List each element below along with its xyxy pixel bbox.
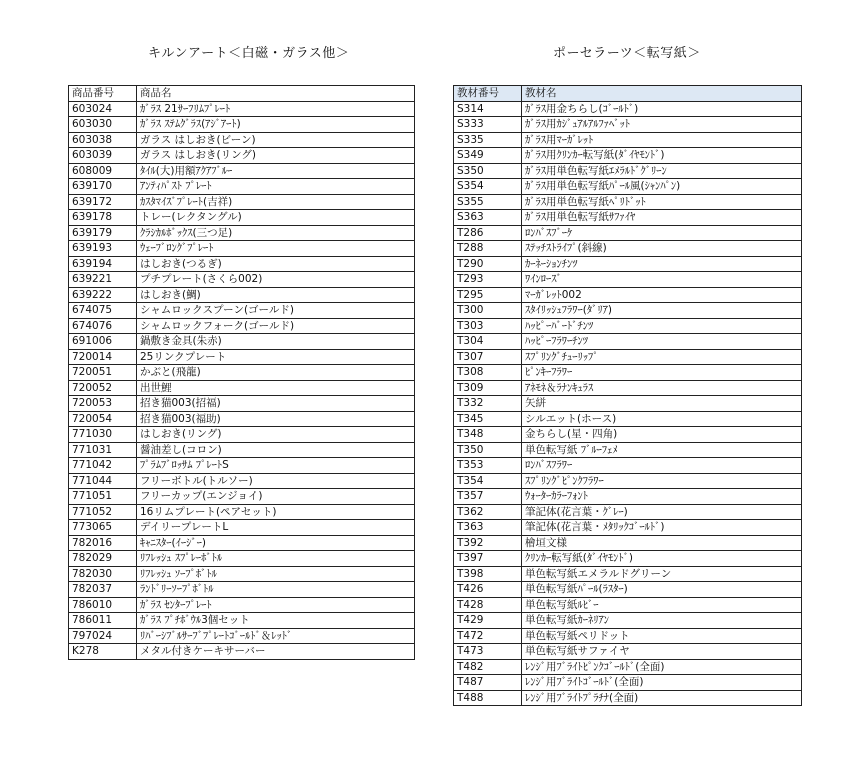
table-row	[454, 690, 802, 706]
table-row	[69, 597, 415, 613]
item-number-cell: 786010	[69, 597, 137, 613]
item-name-cell: ｶﾞﾗｽ ｽﾃﾑｸﾞﾗｽ(ｱｼﾞｱｰﾄ)	[137, 117, 415, 133]
table-row	[69, 241, 415, 257]
item-number-cell: T304	[454, 334, 522, 350]
table-row	[454, 179, 802, 195]
item-number-cell: 786011	[69, 613, 137, 629]
table-row	[69, 334, 415, 350]
item-number-cell: T308	[454, 365, 522, 381]
table-row	[454, 349, 802, 365]
table-row	[69, 504, 415, 520]
item-name-cell: 単色転写紙ｶｰﾈﾘｱﾝ	[522, 613, 802, 629]
table-row	[454, 365, 802, 381]
item-number-cell: 639221	[69, 272, 137, 288]
item-name-cell: はしおき(つるぎ)	[137, 256, 415, 272]
item-number-cell: T286	[454, 225, 522, 241]
table-row	[69, 210, 415, 226]
table-row	[69, 427, 415, 443]
item-name-cell: ﾚﾝｼﾞ用ﾌﾞﾗｲﾄﾋﾟﾝｸｺﾞｰﾙﾄﾞ(全面)	[522, 659, 802, 675]
item-number-cell: S335	[454, 132, 522, 148]
table-row	[69, 644, 415, 660]
table-row	[454, 132, 802, 148]
table-row	[69, 101, 415, 117]
table-row	[454, 318, 802, 334]
item-number-cell: T362	[454, 504, 522, 520]
item-name-cell: かぶと(飛龍)	[137, 365, 415, 381]
item-name-cell: ﾛﾝﾊﾞｽﾌﾗﾜｰ	[522, 458, 802, 474]
item-name-cell: 25リンクプレート	[137, 349, 415, 365]
item-name-cell: ﾘﾌﾚｯｼｭ ｿｰﾌﾟﾎﾞﾄﾙ	[137, 566, 415, 582]
table-row	[69, 396, 415, 412]
transfer-paper-table	[453, 85, 802, 706]
table-row	[454, 442, 802, 458]
table-row	[69, 411, 415, 427]
table-row	[454, 628, 802, 644]
table-row	[454, 535, 802, 551]
item-name-cell: メタル付きケーキサーバー	[137, 644, 415, 660]
table-row	[69, 473, 415, 489]
table-row	[454, 194, 802, 210]
table-row	[454, 163, 802, 179]
item-name-cell: ガラス はしおき(リング)	[137, 148, 415, 164]
item-number-cell: T392	[454, 535, 522, 551]
table-row	[69, 520, 415, 536]
item-number-cell: 639170	[69, 179, 137, 195]
item-number-cell: T300	[454, 303, 522, 319]
table-row	[69, 551, 415, 567]
table-row	[454, 287, 802, 303]
table-row	[454, 427, 802, 443]
item-number-cell: T398	[454, 566, 522, 582]
item-name-cell: ｱﾈﾓﾈ＆ﾗﾅﾝｷｭﾗｽ	[522, 380, 802, 396]
table-row	[454, 101, 802, 117]
item-name-cell: 矢絣	[522, 396, 802, 412]
item-name-cell: ﾗﾝﾄﾞﾘｰｿｰﾌﾟﾎﾞﾄﾙ	[137, 582, 415, 598]
item-number-cell: T488	[454, 690, 522, 706]
item-name-cell: ｶｽﾀﾏｲｽﾞﾌﾟﾚｰﾄ(吉祥)	[137, 194, 415, 210]
column-header-product-name: 商品名	[137, 86, 415, 102]
item-number-cell: 771030	[69, 427, 137, 443]
item-name-cell: 単色転写紙サファイヤ	[522, 644, 802, 660]
item-number-cell: S349	[454, 148, 522, 164]
item-number-cell: 782037	[69, 582, 137, 598]
item-number-cell: T345	[454, 411, 522, 427]
item-name-cell: ｶﾞﾗｽ用ﾏｰｶﾞﾚｯﾄ	[522, 132, 802, 148]
item-name-cell: 金ちらし(星・四角)	[522, 427, 802, 443]
column-header-material-number: 教材番号	[454, 86, 522, 102]
table-row	[69, 365, 415, 381]
item-name-cell: 出世鯉	[137, 380, 415, 396]
item-number-cell: T428	[454, 597, 522, 613]
item-number-cell: T472	[454, 628, 522, 644]
item-number-cell: T348	[454, 427, 522, 443]
item-number-cell: 674076	[69, 318, 137, 334]
item-name-cell: ﾊｯﾋﾟｰﾊﾞｰﾄﾞﾁﾝﾂ	[522, 318, 802, 334]
table-row	[69, 179, 415, 195]
item-name-cell: ﾜｲﾝﾛｰｽﾞ	[522, 272, 802, 288]
item-number-cell: 639178	[69, 210, 137, 226]
item-name-cell: 筆記体(花言葉・ｸﾞﾚｰ)	[522, 504, 802, 520]
item-name-cell: ｷｬﾆｽﾀｰ(ｲｰｼﾞｰ)	[137, 535, 415, 551]
table-row	[454, 473, 802, 489]
table-row	[69, 535, 415, 551]
table-row	[69, 566, 415, 582]
table-row	[454, 411, 802, 427]
item-name-cell: ｶﾞﾗｽ用ｶｼﾞｭｱﾙｱﾙﾌｧﾍﾞｯﾄ	[522, 117, 802, 133]
item-name-cell: 筆記体(花言葉・ﾒﾀﾘｯｸｺﾞｰﾙﾄﾞ)	[522, 520, 802, 536]
item-name-cell: フリーカップ(エンジョイ)	[137, 489, 415, 505]
item-name-cell: ｽﾃｯﾁｽﾄﾗｲﾌﾟ(斜線)	[522, 241, 802, 257]
item-name-cell: シルエット(ホース)	[522, 411, 802, 427]
item-number-cell: 782029	[69, 551, 137, 567]
item-number-cell: 720052	[69, 380, 137, 396]
item-number-cell: 773065	[69, 520, 137, 536]
item-name-cell: ｽﾌﾟﾘﾝｸﾞﾁｭｰﾘｯﾌﾟ	[522, 349, 802, 365]
table-row	[454, 256, 802, 272]
table-header-row	[454, 86, 802, 102]
table-row	[69, 163, 415, 179]
item-name-cell: ｳｪｰﾌﾞﾛﾝｸﾞﾌﾟﾚｰﾄ	[137, 241, 415, 257]
item-number-cell: T354	[454, 473, 522, 489]
item-name-cell: 単色転写紙 ﾌﾞﾙｰﾌｪﾒ	[522, 442, 802, 458]
item-name-cell: ガラス はしおき(ビーン)	[137, 132, 415, 148]
item-number-cell: 639194	[69, 256, 137, 272]
item-name-cell: トレー(レクタングル)	[137, 210, 415, 226]
item-number-cell: T487	[454, 675, 522, 691]
item-name-cell: 鍋敷き金具(朱赤)	[137, 334, 415, 350]
table-row	[454, 241, 802, 257]
kiln-art-table	[68, 85, 415, 660]
item-name-cell: ｱﾝﾃｨﾊﾟｽﾄ ﾌﾟﾚｰﾄ	[137, 179, 415, 195]
item-name-cell: ｶﾞﾗｽ用単色転写紙ﾍﾟﾘﾄﾞｯﾄ	[522, 194, 802, 210]
item-name-cell: ｸﾘﾝｶｰ転写紙(ﾀﾞｲﾔﾓﾝﾄﾞ)	[522, 551, 802, 567]
item-name-cell: ﾘﾊﾞｰｼﾌﾞﾙｻｰﾌﾞﾌﾟﾚｰﾄｺﾞｰﾙﾄﾞ＆ﾚｯﾄﾞ	[137, 628, 415, 644]
item-number-cell: T295	[454, 287, 522, 303]
item-name-cell: ｸﾗｼｶﾙﾎﾞｯｸｽ(三つ足)	[137, 225, 415, 241]
table-row	[454, 675, 802, 691]
table-row	[69, 272, 415, 288]
table-row	[454, 272, 802, 288]
item-name-cell: ﾚﾝｼﾞ用ﾌﾞﾗｲﾄｺﾞｰﾙﾄﾞ(全面)	[522, 675, 802, 691]
item-name-cell: はしおき(リング)	[137, 427, 415, 443]
table-row	[69, 303, 415, 319]
item-number-cell: 603030	[69, 117, 137, 133]
kiln-art-title: キルンアート＜白磁・ガラス他＞	[148, 46, 350, 61]
table-row	[69, 132, 415, 148]
item-number-cell: 603024	[69, 101, 137, 117]
table-row	[454, 225, 802, 241]
table-row	[69, 318, 415, 334]
item-name-cell: ｶﾞﾗｽ ﾌﾟﾁﾎﾞｳﾙ3個セット	[137, 613, 415, 629]
item-number-cell: S363	[454, 210, 522, 226]
item-number-cell: T288	[454, 241, 522, 257]
column-header-product-number: 商品番号	[69, 86, 137, 102]
item-name-cell: ｽﾌﾟﾘﾝｸﾞﾋﾟﾝｸﾌﾗﾜｰ	[522, 473, 802, 489]
table-row	[454, 659, 802, 675]
item-name-cell: ｽﾀｲﾘｯｼｭﾌﾗﾜｰ(ﾀﾞﾘｱ)	[522, 303, 802, 319]
item-number-cell: 782016	[69, 535, 137, 551]
item-name-cell: 単色転写紙エメラルドグリーン	[522, 566, 802, 582]
item-name-cell: ｶﾞﾗｽ 21ｻｰﾌﾘﾑﾌﾟﾚｰﾄ	[137, 101, 415, 117]
item-number-cell: T426	[454, 582, 522, 598]
table-row	[69, 582, 415, 598]
item-number-cell: 603039	[69, 148, 137, 164]
porcelarts-title: ポーセラーツ＜転写紙＞	[553, 46, 701, 61]
item-name-cell: ｶﾞﾗｽ用金ちらし(ｺﾞｰﾙﾄﾞ)	[522, 101, 802, 117]
table-row	[454, 613, 802, 629]
item-number-cell: 603038	[69, 132, 137, 148]
item-name-cell: 16リムプレート(ペアセット)	[137, 504, 415, 520]
item-name-cell: ﾀｲﾙ(大)用額ｱｸｱﾌﾞﾙｰ	[137, 163, 415, 179]
item-number-cell: 720054	[69, 411, 137, 427]
item-number-cell: T332	[454, 396, 522, 412]
table-row	[454, 566, 802, 582]
item-number-cell: S355	[454, 194, 522, 210]
table-row	[69, 117, 415, 133]
item-number-cell: 674075	[69, 303, 137, 319]
item-name-cell: ｶﾞﾗｽ用単色転写紙ｴﾒﾗﾙﾄﾞｸﾞﾘｰﾝ	[522, 163, 802, 179]
item-name-cell: ｶﾞﾗｽ用ｸﾘﾝｶｰ転写紙(ﾀﾞｲﾔﾓﾝﾄﾞ)	[522, 148, 802, 164]
item-number-cell: T353	[454, 458, 522, 474]
item-number-cell: 771042	[69, 458, 137, 474]
item-number-cell: 797024	[69, 628, 137, 644]
item-name-cell: ｶﾞﾗｽ用単色転写紙ﾊﾟｰﾙ風(ｼｬﾝﾊﾟﾝ)	[522, 179, 802, 195]
item-name-cell: ｳｫｰﾀｰｶﾗｰﾌｫﾝﾄ	[522, 489, 802, 505]
item-number-cell: 771051	[69, 489, 137, 505]
table-row	[69, 458, 415, 474]
item-name-cell: ﾌﾟﾗﾑﾌﾞﾛｯｻﾑ ﾌﾟﾚｰﾄS	[137, 458, 415, 474]
item-name-cell: デイリープレートL	[137, 520, 415, 536]
item-name-cell: ﾛﾝﾊﾞｽﾌﾞｰｹ	[522, 225, 802, 241]
table-row	[454, 148, 802, 164]
item-name-cell: シャムロックスプーン(ゴールド)	[137, 303, 415, 319]
item-name-cell: はしおき(鯛)	[137, 287, 415, 303]
item-name-cell: ﾘﾌﾚｯｼｭ ｽﾌﾟﾚｰﾎﾞﾄﾙ	[137, 551, 415, 567]
item-name-cell: 単色転写紙ﾙﾋﾞｰ	[522, 597, 802, 613]
item-name-cell: プチプレート(さくら002)	[137, 272, 415, 288]
table-row	[454, 303, 802, 319]
item-name-cell: ﾋﾟﾝｷｰﾌﾗﾜｰ	[522, 365, 802, 381]
table-row	[69, 256, 415, 272]
item-number-cell: T429	[454, 613, 522, 629]
item-name-cell: フリーボトル(トルソー)	[137, 473, 415, 489]
item-name-cell: ﾏｰｶﾞﾚｯﾄ002	[522, 287, 802, 303]
table-header-row	[69, 86, 415, 102]
item-name-cell: ｶﾞﾗｽ用単色転写紙ｻﾌｧｲﾔ	[522, 210, 802, 226]
table-row	[69, 225, 415, 241]
item-number-cell: K278	[69, 644, 137, 660]
item-number-cell: 782030	[69, 566, 137, 582]
item-number-cell: 608009	[69, 163, 137, 179]
table-row	[69, 380, 415, 396]
item-number-cell: T303	[454, 318, 522, 334]
table-row	[69, 287, 415, 303]
item-number-cell: 771031	[69, 442, 137, 458]
item-name-cell: 招き猫003(福助)	[137, 411, 415, 427]
item-number-cell: 639193	[69, 241, 137, 257]
item-name-cell: ﾊｯﾋﾟｰﾌﾗﾜｰﾁﾝﾂ	[522, 334, 802, 350]
item-name-cell: シャムロックフォーク(ゴールド)	[137, 318, 415, 334]
table-row	[454, 520, 802, 536]
table-row	[454, 504, 802, 520]
item-name-cell: ｶﾞﾗｽ ｾﾝﾀｰﾌﾟﾚｰﾄ	[137, 597, 415, 613]
item-number-cell: S354	[454, 179, 522, 195]
table-row	[454, 334, 802, 350]
item-number-cell: T397	[454, 551, 522, 567]
table-row	[454, 458, 802, 474]
item-number-cell: 691006	[69, 334, 137, 350]
item-number-cell: T357	[454, 489, 522, 505]
item-number-cell: 639172	[69, 194, 137, 210]
item-number-cell: S350	[454, 163, 522, 179]
item-name-cell: 招き猫003(招福)	[137, 396, 415, 412]
table-row	[454, 644, 802, 660]
item-number-cell: 771044	[69, 473, 137, 489]
item-number-cell: 639222	[69, 287, 137, 303]
item-number-cell: 771052	[69, 504, 137, 520]
item-number-cell: 639179	[69, 225, 137, 241]
table-row	[454, 210, 802, 226]
item-number-cell: 720051	[69, 365, 137, 381]
item-number-cell: T482	[454, 659, 522, 675]
item-number-cell: T309	[454, 380, 522, 396]
item-number-cell: 720014	[69, 349, 137, 365]
item-name-cell: 醤油差し(コロン)	[137, 442, 415, 458]
item-number-cell: T293	[454, 272, 522, 288]
item-number-cell: 720053	[69, 396, 137, 412]
column-header-material-name: 教材名	[522, 86, 802, 102]
table-row	[69, 628, 415, 644]
table-row	[454, 489, 802, 505]
item-name-cell: ﾚﾝｼﾞ用ﾌﾞﾗｲﾄﾌﾟﾗﾁﾅ(全面)	[522, 690, 802, 706]
table-row	[69, 148, 415, 164]
table-row	[454, 597, 802, 613]
item-number-cell: T290	[454, 256, 522, 272]
item-name-cell: 檜垣文様	[522, 535, 802, 551]
item-name-cell: 単色転写紙ペリドット	[522, 628, 802, 644]
item-number-cell: T307	[454, 349, 522, 365]
table-row	[69, 442, 415, 458]
table-row	[69, 489, 415, 505]
item-number-cell: T350	[454, 442, 522, 458]
item-number-cell: S333	[454, 117, 522, 133]
table-row	[454, 117, 802, 133]
item-name-cell: ｶｰﾈｰｼｮﾝﾁﾝﾂ	[522, 256, 802, 272]
item-number-cell: S314	[454, 101, 522, 117]
table-row	[454, 582, 802, 598]
table-row	[69, 349, 415, 365]
table-row	[454, 551, 802, 567]
item-number-cell: T363	[454, 520, 522, 536]
item-name-cell: 単色転写紙ﾊﾟｰﾙ(ﾗｽﾀｰ)	[522, 582, 802, 598]
table-row	[69, 194, 415, 210]
item-number-cell: T473	[454, 644, 522, 660]
table-row	[454, 380, 802, 396]
table-row	[69, 613, 415, 629]
table-row	[454, 396, 802, 412]
